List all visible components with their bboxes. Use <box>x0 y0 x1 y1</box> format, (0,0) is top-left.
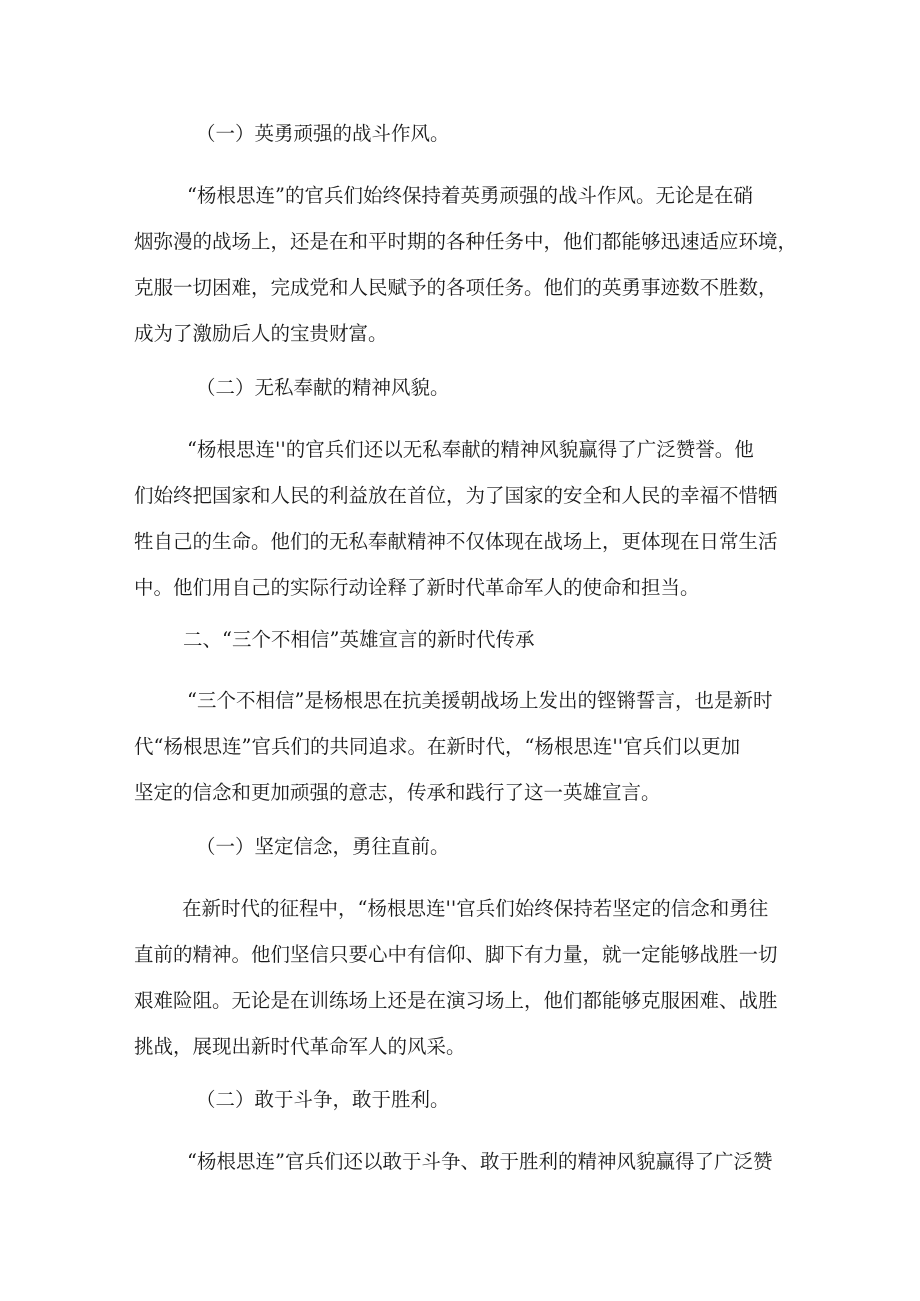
subheading-dare-to-struggle: （二）敢于斗争，敢于胜利。 <box>196 1088 450 1111</box>
subheading-selfless-devotion: （二）无私奉献的精神风貌。 <box>196 376 450 399</box>
paragraph-line: 直前的精神。他们坚信只要心中有信仰、脚下有力量，就一定能够战胜一切 <box>134 943 778 966</box>
paragraph-line: 成为了激励后人的宝贵财富。 <box>134 322 388 345</box>
paragraph-line: 烟弥漫的战场上，还是在和平时期的各种任务中，他们都能够迅速适应环境， <box>134 230 798 253</box>
paragraph-line: 牲自己的生命。他们的无私奉献精神不仅体现在战场上，更体现在日常生活 <box>134 530 778 553</box>
paragraph-line: “杨根思连”官兵们还以敢于斗争、敢于胜利的精神风貌赢得了广泛赞 <box>187 1150 773 1173</box>
subheading-firm-belief: （一）坚定信念，勇往直前。 <box>196 835 450 858</box>
paragraph-line: “杨根思连”的官兵们始终保持着英勇顽强的战斗作风。无论是在硝 <box>187 184 753 207</box>
paragraph-line: “三个不相信”是杨根思在抗美援朝战场上发出的铿锵誓言，也是新时 <box>187 689 773 712</box>
paragraph-line: “杨根思连''的官兵们还以无私奉献的精神风貌赢得了广泛赞誉。他 <box>187 438 754 461</box>
paragraph-line: 坚定的信念和更加顽强的意志，传承和践行了这一英雄宣言。 <box>134 781 661 804</box>
paragraph-line: 代“杨根思连”官兵们的共同追求。在新时代，“杨根思连''官兵们以更加 <box>134 735 741 758</box>
paragraph-line: 中。他们用自己的实际行动诠释了新时代革命军人的使命和担当。 <box>134 576 700 599</box>
section-heading-three-disbeliefs: 二、“三个不相信”英雄宣言的新时代传承 <box>183 628 535 651</box>
paragraph-line: 克服一切困难，完成党和人民赋予的各项任务。他们的英勇事迹数不胜数， <box>134 276 778 299</box>
paragraph-line: 们始终把国家和人民的利益放在首位，为了国家的安全和人民的幸福不惜牺 <box>134 484 778 507</box>
paragraph-line: 挑战，展现出新时代革命军人的风采。 <box>134 1035 466 1058</box>
paragraph-line: 在新时代的征程中，“杨根思连''官兵们始终保持若坚定的信念和勇往 <box>182 897 769 920</box>
paragraph-line: 艰难险阻。无论是在训练场上还是在演习场上，他们都能够克服困难、战胜 <box>134 989 778 1012</box>
subheading-heroic-style: （一）英勇顽强的战斗作风。 <box>196 122 450 145</box>
